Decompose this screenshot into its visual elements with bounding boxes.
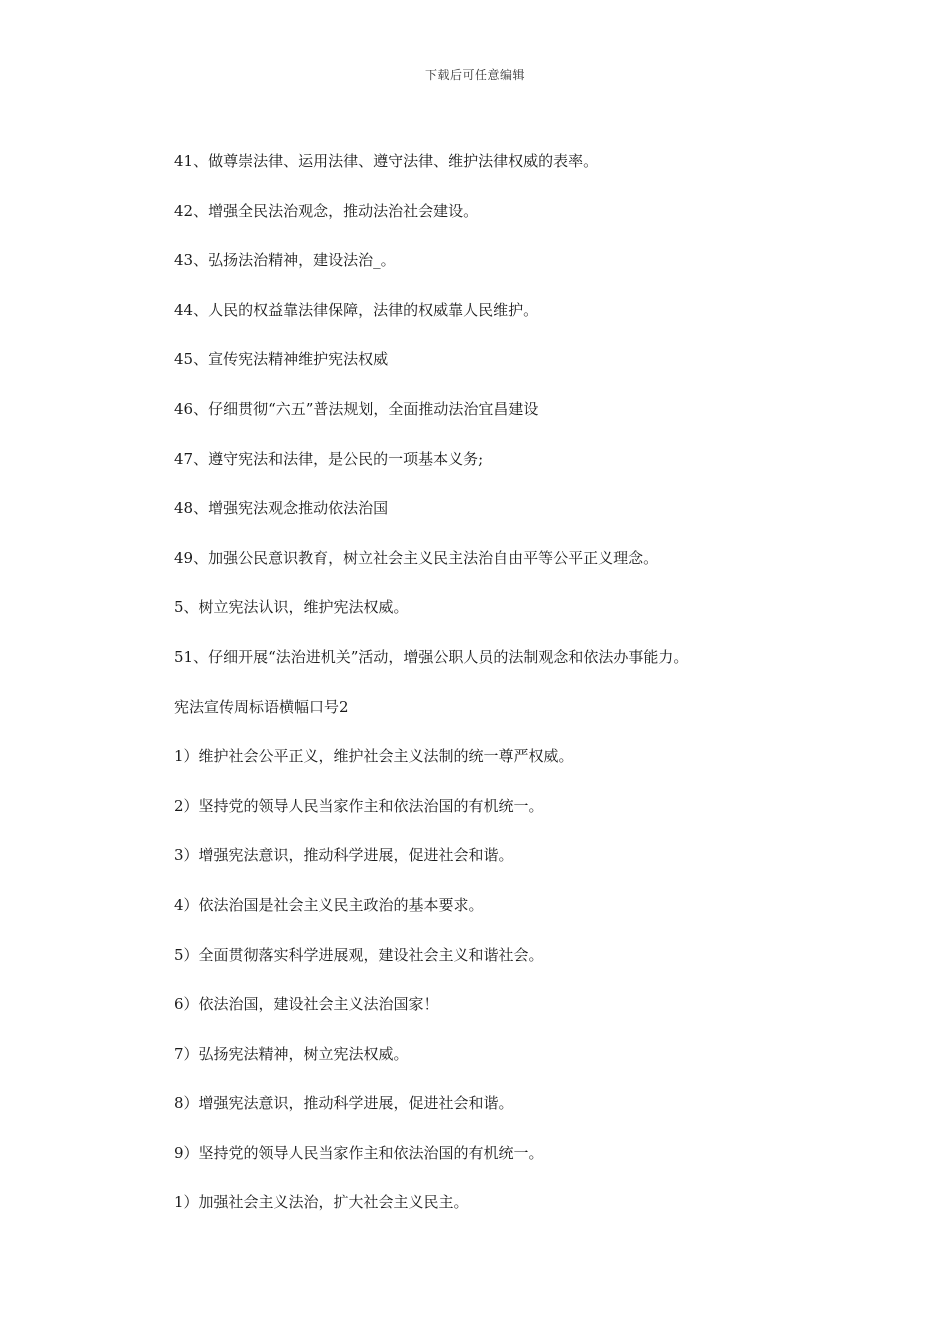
list-item: 1）加强社会主义法治，扩大社会主义民主。 <box>174 1193 469 1212</box>
list-item: 3）增强宪法意识，推动科学进展，促进社会和谐。 <box>174 846 514 865</box>
list-item: 5）全面贯彻落实科学进展观，建设社会主义和谐社会。 <box>174 945 544 964</box>
list-item: 7）弘扬宪法精神，树立宪法权威。 <box>174 1044 409 1063</box>
list-item: 41、做尊崇法律、运用法律、遵守法律、维护法律权威的表率。 <box>174 152 599 170</box>
list-item: 51、仔细开展“法治进机关”活动，增强公职人员的法制观念和依法办事能力。 <box>174 647 689 666</box>
list-item: 43、弘扬法治精神，建设法治_。 <box>174 251 396 270</box>
section-heading: 宪法宣传周标语横幅口号2 <box>174 697 349 716</box>
list-item: 46、仔细贯彻“六五”普法规划，全面推动法治宜昌建设 <box>174 399 539 418</box>
list-item: 44、人民的权益靠法律保障，法律的权威靠人民维护。 <box>174 300 539 319</box>
list-item: 6）依法治国，建设社会主义法治国家！ <box>174 995 439 1014</box>
list-item: 5、树立宪法认识，维护宪法权威。 <box>174 598 409 617</box>
header-note: 下载后可任意编辑 <box>424 68 525 82</box>
list-item: 49、加强公民意识教育，树立社会主义民主法治自由平等公平正义理念。 <box>174 548 659 567</box>
list-item: 9）坚持党的领导人民当家作主和依法治国的有机统一。 <box>174 1143 544 1162</box>
list-item: 2）坚持党的领导人民当家作主和依法治国的有机统一。 <box>174 796 544 815</box>
list-item: 4）依法治国是社会主义民主政治的基本要求。 <box>174 895 484 914</box>
list-item: 48、增强宪法观念推动依法治国 <box>174 499 389 518</box>
list-item: 47、遵守宪法和法律，是公民的一项基本义务; <box>174 449 484 468</box>
list-item: 42、增强全民法治观念，推动法治社会建设。 <box>174 201 479 220</box>
list-item: 1）维护社会公平正义，维护社会主义法制的统一尊严权威。 <box>174 747 574 766</box>
list-item: 45、宣传宪法精神维护宪法权威 <box>174 350 389 369</box>
document-body <box>174 150 814 1241</box>
list-item: 8）增强宪法意识，推动科学进展，促进社会和谐。 <box>174 1094 514 1113</box>
